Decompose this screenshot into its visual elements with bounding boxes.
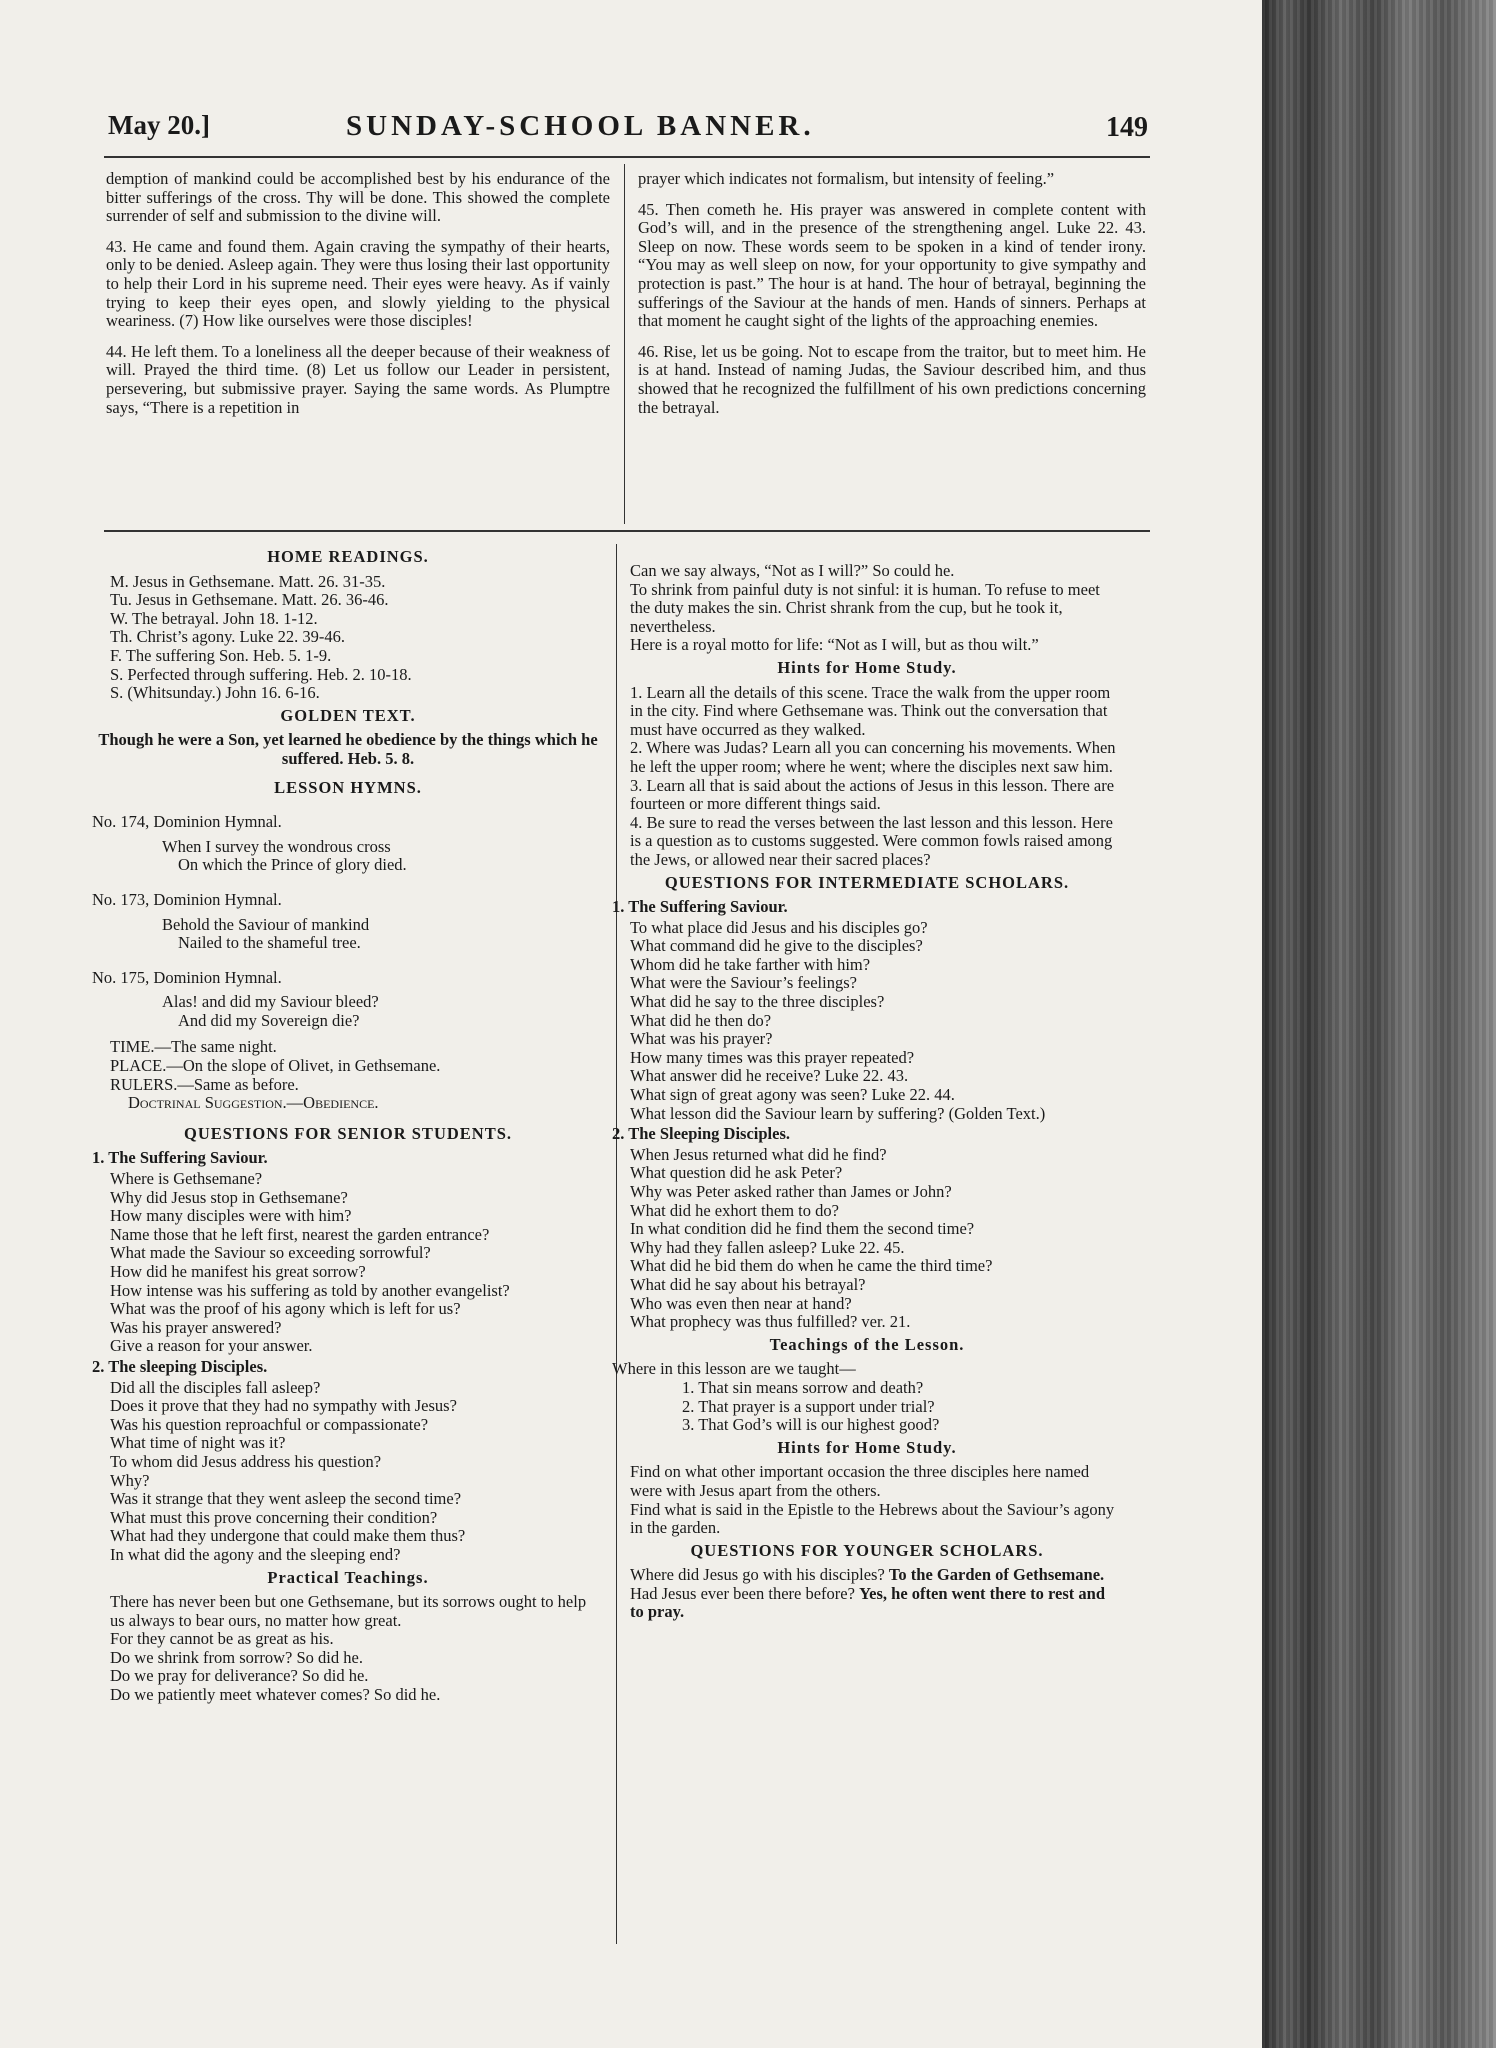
question: Was his question reproachful or compassionate? (110, 1414, 429, 1434)
lesson-place: PLACE.—On the slope of Olivet, in Gethsemane. (110, 1056, 441, 1076)
question: How did he manifest his great sorrow? (110, 1262, 366, 1281)
question: What had they undergone that could make them thus? (110, 1526, 466, 1546)
book-page-edges (1262, 0, 1496, 2048)
intro-block (612, 562, 1122, 655)
reading-item: Th. Christ’s agony. Luke 22. 39-46. (110, 627, 345, 647)
question: Was his prayer answered? (110, 1317, 282, 1337)
question: In what did the agony and the sleeping end? (110, 1544, 401, 1564)
hints-title: Hints for Home Study. (777, 1437, 957, 1457)
hymn-line: On which the Prince of glory died. (178, 855, 407, 875)
younger-questions-title: QUESTIONS FOR YOUNGER SCHOLARS. (690, 1540, 1044, 1560)
question: What lesson did the Saviour learn by suffering? (Golden Text.) (630, 1103, 1046, 1123)
commentary-para: demption of mankind could be accomplished best by his endurance of the bitter sufferings of the cross. Thy will be done. This showed the complete surrender of self and submission to the divine will. (106, 169, 610, 226)
hints-list (612, 1463, 1122, 1537)
question: In what condition did he find them the second time? (630, 1219, 975, 1239)
lesson-time: TIME.—The same night. (110, 1037, 277, 1057)
commentary-right (638, 170, 1146, 429)
practical-teachings-title: Practical Teachings. (267, 1567, 429, 1587)
lesson-hymns-title: LESSON HYMNS. (274, 777, 422, 797)
question: Give a reason for your answer. (110, 1336, 313, 1356)
qa-item (630, 1566, 1122, 1585)
teaching-item: 1. That sin means sorrow and death? (682, 1377, 924, 1397)
question: To whom did Jesus address his question? (110, 1451, 382, 1471)
hint-item: 2. Where was Judas? Learn all you can concerning his movements. When he left the upper room; where he went; where the disciples next saw him. (630, 738, 1116, 776)
question: What did he bid them do when he came the third time? (630, 1256, 993, 1276)
question: How many times was this prayer repeated? (630, 1047, 915, 1067)
question: What time of night was it? (110, 1433, 286, 1453)
lesson-rulers: RULERS.—Same as before. (110, 1074, 299, 1094)
header-rule (104, 156, 1150, 158)
intro-line: Here is a royal motto for life: “Not as I will, but as thou wilt.” (630, 635, 1039, 655)
reading-item: S. Perfected through suffering. Heb. 2. 10-18. (110, 664, 412, 684)
senior-question-list (92, 1170, 604, 1356)
home-readings-title: HOME READINGS. (267, 547, 429, 566)
question: What made the Saviour so exceeding sorrowful? (110, 1243, 431, 1263)
question: Why was Peter asked rather than James or John? (630, 1182, 952, 1201)
intermediate-question-list (612, 919, 1122, 1124)
question: What did he say about his betrayal? (630, 1274, 866, 1294)
reading-item: F. The suffering Son. Heb. 5. 1-9. (110, 645, 332, 665)
commentary-left (106, 170, 610, 429)
commentary-para: prayer which indicates not formalism, but intensity of feeling.” (638, 169, 1055, 188)
lesson-left-column (92, 544, 604, 1705)
question: Does it prove that they had no sympathy with Jesus? (110, 1396, 457, 1416)
question: What sign of great agony was seen? Luke 22. 44. (630, 1085, 955, 1105)
question: What did he then do? (630, 1010, 772, 1030)
hint-item: 1. Learn all the details of this scene. Trace the walk from the upper room in the city. Find where Gethsemane was. Think out the conversation that must have occurred as they walked. (630, 682, 1111, 739)
golden-text: Though he were a Son, yet learned he obedience by the things which he suffered. Heb. 5. 8. (98, 730, 598, 768)
header-date: May 20.] (108, 110, 210, 140)
younger-question-list (612, 1566, 1122, 1622)
question: Was it strange that they went asleep the second time? (110, 1489, 462, 1509)
question: Who was even then near at hand? (630, 1293, 852, 1313)
intermediate-subhead: 2. The Sleeping Disciples. (612, 1124, 791, 1144)
question: Had Jesus ever been there before? (630, 1583, 855, 1603)
intermediate-question-list (612, 1146, 1122, 1332)
hymn-line: Behold the Saviour of mankind (162, 914, 370, 934)
intro-line: Can we say always, “Not as I will?” So could he. (630, 561, 955, 580)
question: How intense was his suffering as told by another evangelist? (110, 1280, 510, 1300)
header-title: SUNDAY-SCHOOL BANNER. (346, 110, 815, 142)
hymn-line: Alas! and did my Saviour bleed? (162, 992, 379, 1012)
page-number: 149 (1106, 112, 1148, 143)
reading-item: W. The betrayal. John 18. 1-12. (110, 608, 318, 628)
question: Why had they fallen asleep? Luke 22. 45. (630, 1237, 905, 1257)
section-rule (104, 530, 1150, 532)
column-divider-top (624, 164, 625, 524)
teaching-line: Do we shrink from sorrow? So did he. (110, 1647, 363, 1667)
page-header (108, 108, 1148, 150)
intermediate-questions-title: QUESTIONS FOR INTERMEDIATE SCHOLARS. (664, 872, 1070, 892)
hymn-line: When I survey the wondrous cross (162, 836, 391, 856)
teaching-line: For they cannot be as great as his. (110, 1629, 334, 1649)
hint-item: 4. Be sure to read the verses between the last lesson and this lesson. Here is a question as to customs suggested. Were common fowls raised among the Jews, or allowed near their sacred places? (630, 812, 1113, 869)
reading-item: Tu. Jesus in Gethsemane. Matt. 26. 36-46. (110, 590, 389, 610)
practical-teachings (92, 1593, 604, 1705)
commentary-para: 43. He came and found them. Again craving the sympathy of their hearts, only to be denied. Asleep again. They were thus losing their last opportunity to help their Lord in his supreme need. Their eyes were heavy. As if vainly trying to keep their eyes open, and slowly yielding to the physical weariness. (7) How like ourselves were those disciples! (106, 236, 610, 331)
question: What was his prayer? (630, 1029, 773, 1049)
question: What were the Saviour’s feelings? (630, 973, 857, 993)
question: What command did he give to the disciples? (630, 936, 923, 956)
question: What was the proof of his agony which is left for us? (110, 1299, 461, 1319)
lesson-right-column (612, 562, 1122, 1622)
senior-questions-title: QUESTIONS FOR SENIOR STUDENTS. (184, 1123, 512, 1143)
teaching-item: 3. That God’s will is our highest good? (682, 1415, 940, 1435)
qa-item (630, 1585, 1122, 1622)
teaching-line: Do we patiently meet whatever comes? So did he. (110, 1685, 441, 1705)
hymn-number: No. 173, Dominion Hymnal. (92, 889, 282, 909)
commentary-para: 44. He left them. To a loneliness all the deeper because of their weakness of will. Prayed the third time. (8) Let us follow our Leader in persistent, persevering, but submissive prayer. Saying the same words. As Plumptre says, “There is a repetition in (106, 341, 610, 417)
senior-subhead: 2. The sleeping Disciples. (92, 1356, 268, 1376)
question: What question did he ask Peter? (630, 1163, 843, 1183)
question: What prophecy was thus fulfilled? ver. 21. (630, 1312, 911, 1332)
senior-subhead: 1. The Suffering Saviour. (92, 1148, 268, 1168)
doctrinal-suggestion: Doctrinal Suggestion.—Obedience. (128, 1093, 379, 1113)
answer: Yes, he often went there to rest and to pray. (630, 1583, 1105, 1622)
hint-item: Find what is said in the Epistle to the Hebrews about the Saviour’s agony in the garden. (630, 1499, 1115, 1538)
question: When Jesus returned what did he find? (630, 1144, 887, 1164)
teachings-intro: Where in this lesson are we taught— (612, 1359, 856, 1379)
reading-item: S. (Whitsunday.) John 16. 6-16. (110, 683, 320, 703)
commentary-para: 45. Then cometh he. His prayer was answered in complete content with God’s will, and in the presence of the strengthening angel. Luke 22. 43. Sleep on now. These words seem to be spoken in a kind of tender irony. “You may as well sleep on now, for your opportunity to give sympathy and protection is past.” The hour is at hand. The hour of betrayal, beginning the sufferings of the Saviour at the hands of men. Hands of sinners. Perhaps at that moment he caught sight of the lights of the approaching enemies. (638, 199, 1146, 331)
question: Did all the disciples fall asleep? (110, 1377, 321, 1397)
question: Whom did he take farther with him? (630, 954, 871, 974)
question: What answer did he receive? Luke 22. 43. (630, 1066, 909, 1086)
question: Why? (110, 1470, 150, 1490)
question: What did he exhort them to do? (630, 1200, 839, 1220)
question: Where is Gethsemane? (110, 1169, 263, 1189)
reading-item: M. Jesus in Gethsemane. Matt. 26. 31-35. (110, 571, 386, 591)
teaching-item: 2. That prayer is a support under trial? (682, 1396, 935, 1416)
hymn-number: No. 174, Dominion Hymnal. (92, 812, 282, 832)
question: What must this prove concerning their condition? (110, 1507, 438, 1527)
question: Name those that he left first, nearest the garden entrance? (110, 1224, 490, 1244)
intermediate-subhead: 1. The Suffering Saviour. (612, 897, 788, 917)
question: To what place did Jesus and his disciples go? (630, 917, 928, 937)
hymn-line: Nailed to the shameful tree. (178, 933, 361, 953)
hints-title: Hints for Home Study. (777, 657, 957, 677)
home-readings-list (92, 573, 604, 703)
answer: To the Garden of Gethsemane. (888, 1565, 1105, 1585)
hint-item: 3. Learn all that is said about the actions of Jesus in this lesson. There are fourteen or more different things said. (630, 775, 1115, 814)
commentary-para: 46. Rise, let us be going. Not to escape from the traitor, but to meet him. He is at hand. Instead of naming Judas, the Saviour described him, and thus showed that he recognized the fulfillment of his own predictions concerning the betrayal. (638, 341, 1146, 417)
golden-text-title: GOLDEN TEXT. (280, 705, 416, 725)
hints-list (612, 684, 1122, 870)
lesson-setting (92, 1038, 604, 1112)
hymn-line: And did my Sovereign die? (178, 1010, 360, 1030)
senior-question-list (92, 1379, 604, 1565)
teachings-list (612, 1379, 1122, 1435)
teachings-title: Teachings of the Lesson. (769, 1334, 965, 1354)
question: Why did Jesus stop in Gethsemane? (110, 1187, 348, 1207)
teaching-line: Do we pray for deliverance? So did he. (110, 1666, 369, 1686)
question: How many disciples were with him? (110, 1206, 352, 1226)
question: What did he say to the three disciples? (630, 992, 885, 1012)
teaching-line: There has never been but one Gethsemane, but its sorrows ought to help us always to bear ours, no matter how great. (110, 1592, 587, 1630)
hint-item: Find on what other important occasion the three disciples here named were with Jesus apart from the others. (630, 1462, 1090, 1500)
question: Where did Jesus go with his disciples? (630, 1565, 885, 1585)
hymn-number: No. 175, Dominion Hymnal. (92, 967, 282, 987)
intro-line: To shrink from painful duty is not sinful: it is human. To refuse to meet the duty makes the sin. Christ shrank from the cup, but he took it, nevertheless. (630, 579, 1100, 636)
